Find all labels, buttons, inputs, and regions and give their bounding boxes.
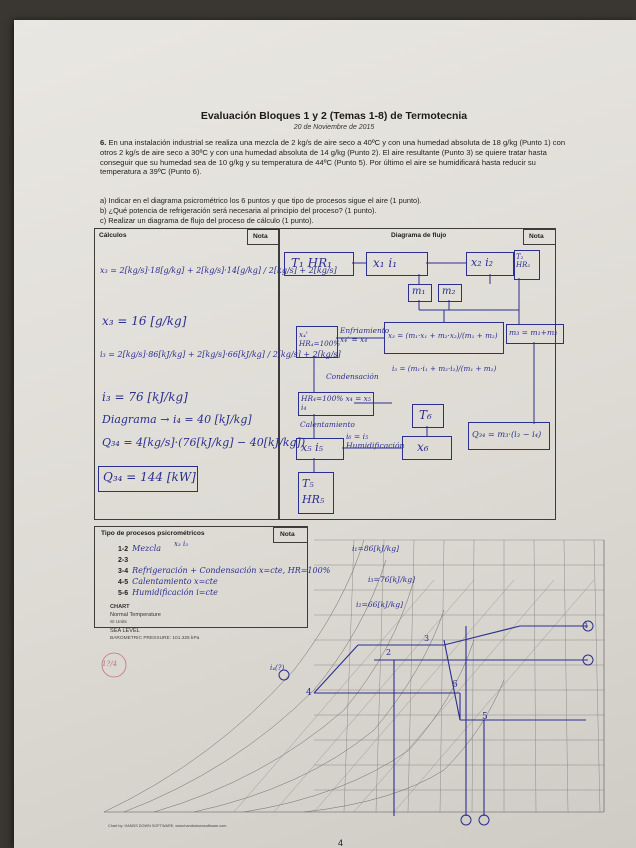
types-row-1-2: 1-2 Mezcla <box>118 544 162 553</box>
types-row-2-3: 2-3 <box>118 557 129 564</box>
flow-node-t5hr5: T₅ HR₅ <box>298 472 334 514</box>
grade-circle: 1?/4 <box>102 660 118 668</box>
flow-node-x2i2: x₂ i₂ <box>466 252 514 276</box>
chart-title: CHART <box>110 604 130 610</box>
calc-line-1: x₃ = 2[kg/s]·18[g/kg] + 2[kg/s]·14[g/kg] / 2[kg/s] + 2[kg/s] <box>100 266 337 275</box>
calc-nota-label: Nota <box>253 233 268 240</box>
chart-footer: Chart by: HANDS DOWN SOFTWARE, www.handsdownsoftware.com <box>108 824 227 828</box>
flow-node-x1i1: x₁ i₁ <box>366 252 428 276</box>
problem-text: En una instalación industrial se realiza una mezcla de 2 kg/s de aire seco a 40ºC y con una humedad absoluta de 18 g/kg (Punto 1) con otros 2 kg/s de aire seco a 30ºC y con una humedad absoluta de 14 g/kg (Punto 2). El aire resultante (Punto 3) se quiere tratar hasta conseguir que su humedad sea de 10 g/kg y su temperatura de 44ºC (Punto 5). Por último el aire se humidificará hasta reducir su temperatura a 39ºC (Punto 6). <box>100 138 566 177</box>
chart-annotation-i3: i₃=76[kJ/kg] <box>368 575 416 584</box>
chart-point-2: 2 <box>386 648 392 657</box>
flow-node-t1hr1: T₁ HR₁ <box>284 252 354 276</box>
calc-line-4: i₃ = 76 [kJ/kg] <box>102 390 188 404</box>
types-side-note: x₃ i₃ <box>174 540 189 548</box>
flow-node-m3: m₃ = m₁+m₂ <box>506 324 564 344</box>
question-b: b) ¿Qué potencia de refrigeración será necesaria al principio del proceso? (1 punto). <box>100 206 377 215</box>
flow-label-calentamiento: Calentamiento <box>300 420 355 429</box>
flow-label-enfriamiento: Enfriamiento x₄' = x₄ <box>340 326 390 344</box>
chart-point-4: 4 <box>306 688 312 698</box>
calc-line-5: Diagrama → i₄ = 40 [kJ/kg] <box>102 413 252 426</box>
chart-annotation-i2: i₂=66[kJ/kg] <box>356 600 404 609</box>
chart-point-6: 6 <box>452 680 458 690</box>
calc-line-7: Q₃₄ = 144 [kW] <box>103 470 196 484</box>
calc-line-3: i₃ = 2[kg/s]·86[kJ/kg] + 2[kg/s]·66[kJ/kg] / 2[kg/s] + 2[kg/s] <box>100 350 341 359</box>
psychrometric-chart <box>14 20 636 848</box>
question-c: c) Realizar un diagrama de flujo del proceso de cálculo (1 punto). <box>100 216 314 225</box>
calc-line-2: x₃ = 16 [g/kg] <box>102 314 187 328</box>
question-a: a) Indicar en el diagrama psicrométrico los 6 puntos y que tipo de procesos sigue el aire (1 punto). <box>100 196 422 205</box>
flow-node-x4x5: HR₄=100% x₄ = x₅ i₄ <box>298 392 374 416</box>
flow-node-x5i5: x₅ i₅ <box>296 438 344 460</box>
chart-point-5: 5 <box>482 712 488 722</box>
problem-number: 6. <box>100 138 107 147</box>
exam-title: Evaluación Bloques 1 y 2 (Temas 1-8) de Termotecnia <box>200 110 468 122</box>
types-row-4-5: 4-5 Calentamiento x=cte <box>118 577 218 586</box>
chart-point-1: 1 <box>584 622 589 630</box>
chart-subtitle: Normal Temperature <box>110 612 161 618</box>
types-label: Tipo de procesos psicrométricos <box>101 530 205 537</box>
flow-label: Diagrama de flujo <box>391 232 447 239</box>
flow-node-x4: x₄' HR₄=100% <box>296 326 338 358</box>
flow-node-m2: m₂ <box>438 284 462 302</box>
calc-line-6: Q₃₄ = 4[kg/s]·(76[kJ/kg] − 40[kJ/kg]) <box>102 436 306 449</box>
calc-label: Cálculos <box>99 232 127 239</box>
types-row-3-4: 3-4 Refrigeración + Condensación x=cte, HR=100% <box>118 566 331 575</box>
chart-sea: SEA LEVEL <box>110 628 140 634</box>
flow-nota-label: Nota <box>529 233 544 240</box>
types-nota-label: Nota <box>280 531 295 538</box>
flow-node-m1: m₁ <box>408 284 432 302</box>
flow-node-q34: Q₃₄ = m₃·(i₃ − i₄) <box>468 422 550 450</box>
page-number: 4 <box>338 838 344 848</box>
flow-node-x3: x₃ = (m₁·x₁ + m₂·x₂)/(m₁ + m₂) <box>384 322 504 354</box>
exam-date: 20 de Noviembre de 2015 <box>293 124 375 131</box>
flow-label-humidificacion: i₆ = i₅ Humidificación <box>346 432 405 450</box>
chart-point-3: 3 <box>424 634 430 643</box>
flow-node-i3: i₃ = (m₁·i₁ + m₂·i₂)/(m₁ + m₂) <box>392 364 497 373</box>
exam-page <box>14 20 636 848</box>
flow-node-t2hr2: T₂ HR₂ <box>514 250 540 280</box>
flow-node-x6: x₆ <box>402 436 452 460</box>
chart-annotation-i1: i₁=86[kJ/kg] <box>352 544 400 553</box>
chart-annotation-i4: i₄(?) <box>270 664 285 672</box>
types-row-5-6: 5-6 Humidificación i=cte <box>118 588 218 597</box>
flow-node-t6: T₆ <box>412 404 444 428</box>
chart-pressure: BAROMETRIC PRESSURE: 101.325 kPa <box>110 636 200 641</box>
chart-units: SI Units <box>110 620 127 625</box>
flow-label-condensacion: Condensación <box>326 372 379 381</box>
